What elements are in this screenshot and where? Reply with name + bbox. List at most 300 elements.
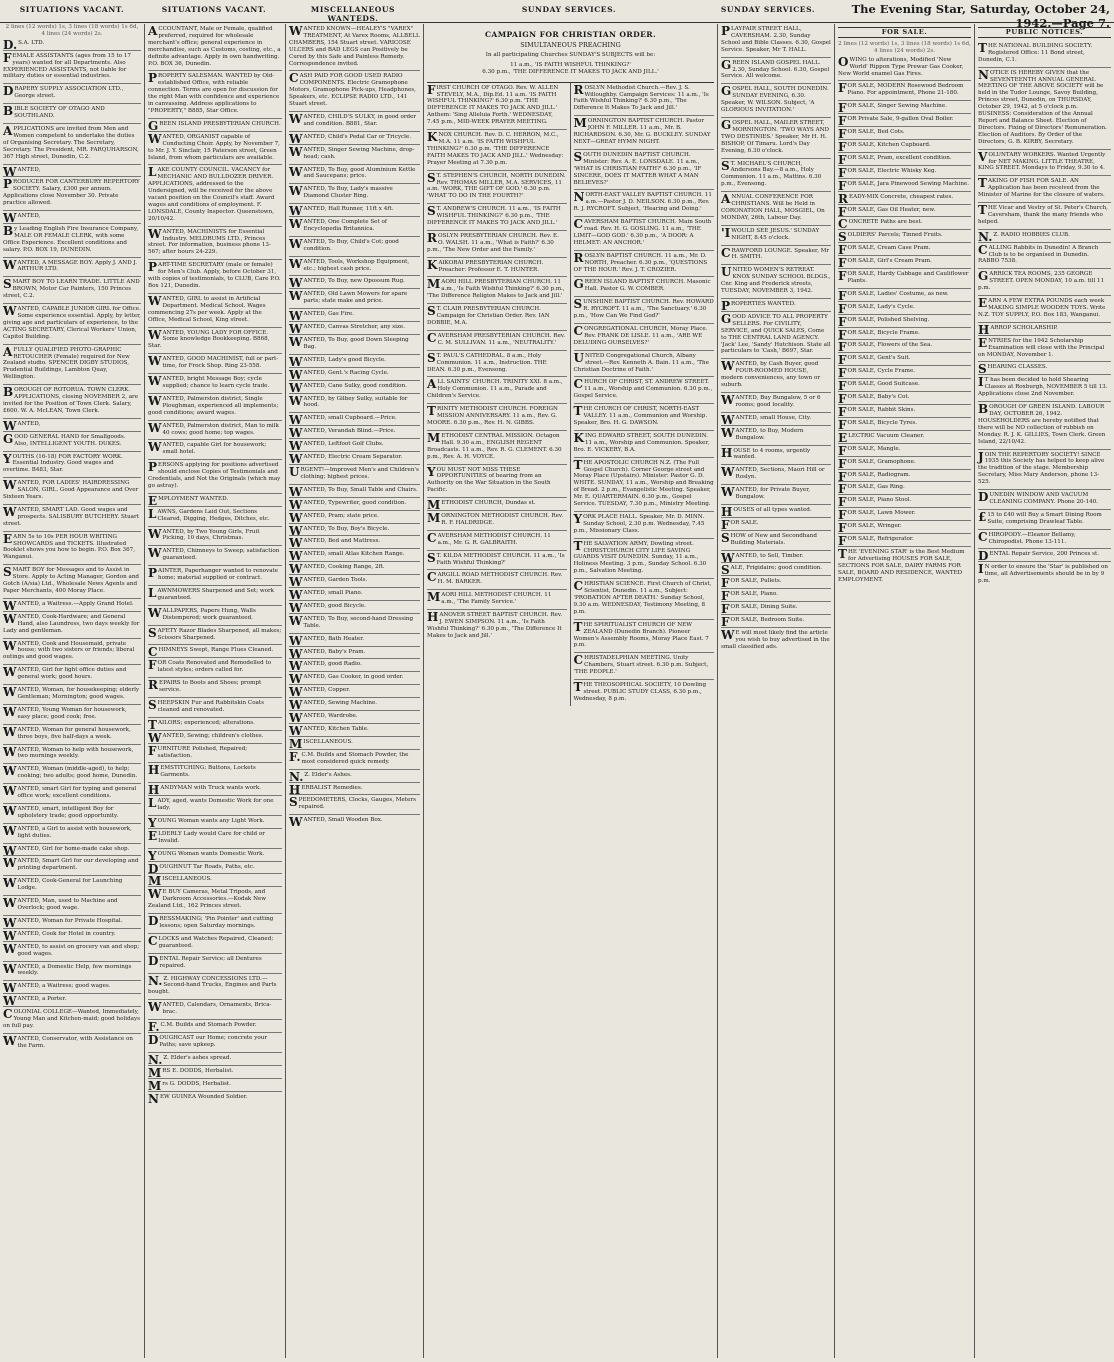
classified-ad: WANTED, ORGANIST capable of Conducting Choir. Apply, by November 7, to Mr. J. Y. Sinclair, 15 Paterson street, Green Island, from whom particulars are available. (148, 132, 282, 166)
classified-ad: FOR SALE, Good Suitcase. (838, 379, 971, 392)
classified-ad: WANTED, small Atlas Kitchen Range. (289, 549, 420, 562)
classified-ad: PAINTER, Paperhanger wanted to renovate home; material supplied or contract. (148, 566, 282, 586)
classified-ad: FEMALE ASSISTANTS (ages from 15 to 17 years) wanted for all Departments. Also EXPERIENCED ASSISTANTS, not liable for military duties or essential industries. (3, 51, 141, 85)
classified-ad: WANTED, smart Girl for typing and general office work; excellent conditions. (3, 784, 141, 804)
classified-ad: WANTED, Chimneys to Sweep; satisfaction guaranteed. (148, 546, 282, 566)
classified-ad: WANTED, To Buy, Lady's massive Diamond Cluster Ring. (289, 184, 420, 204)
classified-ad: WANTED, Verandah Blind.—Price. (289, 426, 420, 439)
classified-ad: THE Vicar and Vestry of St. Peter's Church, Caversham, thank the many friends who helped. (978, 203, 1111, 230)
classified-ad: PERSONS applying for positions advertised should enclose Copies of Testimonials and Credentials, and Not the Originals (which may go astray). (148, 460, 282, 494)
classified-ad: DRESSMAKING; 'Pin Pointer' and cutting lessons; open Saturday mornings. (148, 914, 282, 934)
columns (0, 24, 1114, 1362)
column-situations-vacant-2 (144, 24, 285, 1358)
classified-ad: BIBLE SOCIETY OF OTAGO AND SOUTHLAND. (3, 104, 141, 124)
ad-list (289, 24, 420, 830)
ad-list (721, 24, 831, 654)
classified-ad: ENTRIES for the 1942 Scholarship Examination will close with the Principal on MONDAY, November 1. (978, 336, 1111, 363)
classified-ad: GOSPEL HALL, SOUTH DUNEDIN. SUNDAY EVENING, 6.30. Speaker, W. WILSON. Subject, 'A GLORIOUS INVITATION.' (721, 84, 831, 118)
classified-ad: WANTED, Sewing; children's clothes. (148, 731, 282, 744)
classified-ad: GREEN ISLAND BAPTIST CHURCH. Masonic Hall. Pastor G. W. COMBER. (574, 277, 715, 297)
classified-ad: WANTED, Baby's Pram. (289, 647, 420, 660)
classified-ad: LAWNS, Gardens Laid Out, Sections Cleared, Digging, Hedges, Ditches, etc. (148, 507, 282, 527)
classified-ad: WANTED, CAPABLE JUNIOR GIRL for Office. Some experience essential. Apply, by letter, giving age and particulars of experience, to the ACTING SECRETARY, Clerical Workers' Union, Capitol Building. (3, 304, 141, 345)
classified-ad: CARGILL ROAD METHODIST CHURCH. Rev. H. M. BARKER. (427, 570, 567, 590)
classified-ad: 'IWOULD SEE JESUS.' SUNDAY NIGHT, 8.45 o'clock. (721, 226, 831, 246)
classified-ad: ST. ANDREW'S CHURCH. 11 a.m., 'IS FAITH WISHFUL THINKING?' 6.30 p.m., 'THE DIFFERENCE IT MAKES TO JACK AND JILL.' (427, 204, 567, 231)
classified-ad: HANDYMAN with Truck wants work. (148, 783, 282, 796)
campaign-title: CAMPAIGN FOR CHRISTIAN ORDER. (484, 30, 657, 39)
classified-ad: ELDERLY Lady would Care for child or Invalid. (148, 829, 282, 849)
classified-ad: KNOX CHURCH. Rev. D. C. HERRON, M.C., M.A. 11 a.m. 'IS FAITH WISHFUL THINKING?' 6.30 p.m. 'THE DIFFERENCE FAITH MAKES TO JACK AND JILL.' Wednesday: Prayer Meeting at 7.30 p.m. (427, 130, 567, 171)
classified-ad: WANTED, good Radio. (289, 659, 420, 672)
classified-ad: NEW GUINEA Wounded Soldier. (148, 1091, 248, 1106)
classified-ad: WANTED, Pram; state price. (289, 511, 420, 524)
classified-ad: ST. KILDA METHODIST CHURCH. 11 a.m., 'Is Faith Wishful Thinking?' (427, 551, 567, 571)
classified-ad: WANTED, good Bicycle. (289, 601, 420, 614)
classified-ad: FOR SALE, Singer Sewing Machine. (838, 101, 971, 114)
classified-ad: DOUGHNUT Tar Roads, Paths, etc. (148, 862, 282, 875)
classified-ad: WANTED, Cook for Hotel in country. (3, 929, 141, 942)
classified-ad: FIRST CHURCH OF OTAGO. Rev. W. ALLEN STEVELY, M.A., Dip.Ed. 11 a.m. 'IS FAITH WISHFUL THINKING?' 6.30 p.m. 'THE DIFFERENCE IT MAKES TO JACK AND JILL.' Anthem: 'Sing Alleluia Forth.' WEDNESDAY, 7.45 p.m., MID-WEEK PRAYER MEETING. (427, 83, 567, 130)
classified-ad: LADY, aged, wants Domestic Work for one lady. (148, 796, 282, 816)
classified-ad: DRAPERY SUPPLY ASSOCIATION LTD., George street. (3, 84, 141, 104)
classified-ad: FOR Coats Renovated and Remodelled to latest styles; orders called for. (148, 658, 282, 678)
classified-ad: WANTED KNOWN—HEALEY'S "VAREX" TREATMENT, At Varex Rooms, ALLBELL CHAMBERS, 154 Stuart street. VARICOSE ULCERS and BAD LEGS can Positively be Cured by this Safe and Painless Remedy. Correspondence invited. (289, 24, 420, 71)
classified-ad: WANTED, FOR LADIES' HAIRDRESSING SALON, GIRL. Good Appearance and Over Sixteen Years. (3, 478, 141, 505)
ad-list (838, 55, 971, 587)
classified-ad: WANTED, To Buy, Small Table and Chairs. (289, 485, 420, 498)
classified-ad: WANTED, to Sell, Timber. (721, 551, 831, 564)
services-left (427, 83, 571, 706)
classified-ad: £15 to £40 will Buy a Smart Dining Room Suite, comprising Drawleaf Table. (978, 510, 1111, 530)
classified-ad: F.C.M. Builds and Stomach Powder. (148, 1020, 282, 1033)
classified-ad: FOR SALE, Ladies' Costume, as new. (838, 289, 971, 302)
classified-ad: EARN A FEW EXTRA POUNDS each week MAKING SIMPLE WOODEN TOYS. Write N.Z. TOY SUPPLY, P.O. Box 183, Wanganui. (978, 296, 1111, 323)
classified-ad: WANTED, GIRL to assist in Artificial Department. Medical School. Wages commencing 27s per week. Apply at the Office, Medical School, King street. (148, 294, 282, 328)
classified-ad: MAORI HILL METHODIST CHURCH. 11 a.m., 'The Family Service.' (427, 590, 567, 610)
campaign-pm: 6.30 p.m., 'THE DIFFERENCE IT MAKES TO JACK AND JILL.' (482, 68, 659, 75)
classified-ad: SPEEDOMETERS, Clocks, Gauges, Meters repaired. (289, 795, 420, 815)
classified-ad: FOR SALE, Girl's Cream Pram. (838, 256, 971, 269)
classified-ad: WANTED, Girl for light office duties and general work; good hours. (3, 665, 141, 685)
classified-ad: WANTED, Cane Sulky, good condition. (289, 381, 420, 394)
classified-ad: WANTED, Cook and Housemaid, private house; with two sisters or friends; liberal outings and good wages. (3, 639, 141, 666)
classified-ad: WANTED, small Cupboard.—Price. (289, 413, 420, 426)
classified-ad: WANTED, Woman for Private Hospital. (3, 916, 141, 929)
classified-ad: WE BUY Cameras, Metal Tripods, and Darkroom Accessories.—Kodak New Zealand Ltd., 162 Princes street. (148, 887, 282, 914)
classified-ad: BOROUGH OF GREEN ISLAND. LABOUR DAY, OCTOBER 26, 1942. HOUSEHOLDERS are hereby notified that there will be NO collection of rubbish on Monday. R. J. K. GILLIES, Town Clerk. Green Island, 22/10/42. (978, 402, 1111, 449)
classified-ad: FOR SALE, Gent's Suit. (838, 353, 971, 366)
classified-ad: FOR SALE, Kitchen Cupboard. (838, 140, 971, 153)
classified-ad: WANTED, Gas Cooker, in good order. (289, 672, 420, 685)
classified-ad: WANTED, a Waitress.—Apply Grand Hotel. (3, 599, 141, 612)
ad-list (148, 24, 282, 1106)
classified-ad: CONGREGATIONAL CHURCH, Moray Place. Rev. FRANK DE LISLE. 11 a.m., 'ARE WE DELUDING OURSELVES?' (574, 324, 715, 351)
classified-ad: ST. MICHAEL'S CHURCH, Andersons Bay.—8 a.m., Holy Communion. 11 a.m., Mattins. 6.30 p.m., Evensong. (721, 159, 831, 193)
classified-ad: SAFETY Razor Blades Sharpened, all makes; Scissors Sharpened. (148, 626, 282, 646)
classified-ad: THE NATIONAL BUILDING SOCIETY. Registered Office: 11 Bond street, Dunedin, C.1. (978, 41, 1111, 68)
classified-ad: FOR SALE, Gas Ring. (838, 482, 971, 495)
classified-ad: WANTED, capable Girl for housework; small hotel. (148, 440, 282, 460)
classified-ad: SALE, Frigidaire; good condition. (721, 563, 831, 576)
campaign-am: 11 a.m., 'IS FAITH WISHFUL THINKING?' (510, 61, 631, 68)
classified-ad: CHIROPODY.—Eleanor Bellamy, Chiropodist. Phone 13-111. (978, 530, 1111, 550)
classified-ad: WANTED, Bed and Mattress. (289, 536, 420, 549)
classified-ad: LAKE COUNTY COUNCIL. VACANCY for MECHANIC AND BULLDOZER DRIVER. APPLICATIONS, addressed to the Undersigned, will be received for the above vacant position on the Council's staff. Award wages and conditions of employment. F. LONSDALE, County Inspector. Queenstown, 20/10/42. (148, 165, 282, 226)
classified-ad: FOR SALE, Rabbit Skins. (838, 405, 971, 418)
column-for-sale (834, 24, 974, 1358)
classified-ad: KAIKORAI PRESBYTERIAN CHURCH. Preacher: Professor E. T. HUNTER. (427, 258, 567, 278)
classified-ad: HARROP SCHOLARSHIP. (978, 323, 1111, 336)
classified-ad: FOR SALE, Gramophone. (838, 457, 971, 470)
classified-ad: Mrs G. DODDS, Herbalist. (148, 1079, 282, 1092)
classified-ad: APPLICATIONS are invited from Men and Women competent to undertake the duties of Organising Secretary. The Secretary, Secretary. The President, MR. FARQUHARSON, 367 High street, Dunedin, C.2. (3, 124, 141, 165)
classified-ad: DENTAL Repair Service, 200 Princes st. (978, 549, 1111, 562)
classified-ad: LAWNMOWERS Sharpened and Set; work guaranteed. (148, 586, 282, 606)
classified-ad: SMART BOY TO LEARN TRADE. LITTLE AND BROWN, Motor Car Painters, 150 Princes street, C.2. (3, 277, 141, 304)
classified-ad: WANTED, a Girl to assist with housework, light duties. (3, 824, 141, 844)
classified-ad: WANTED, Woman to help with housework, two mornings weekly. (3, 745, 141, 765)
classified-ad: AFULLY QUALIFIED PHOTO-GRAPHIC RETOUCHER (Female) required for New Zealand studio. SPENCER DIGBY STUDIOS, Prudential Buildings, Lambton Quay, Wellington. (3, 345, 141, 386)
classified-ad: PROPERTIES WANTED. (721, 299, 831, 312)
classified-ad: WANTED, Palmerston district, Man to milk 40 cows; good home; top wages. (148, 421, 282, 441)
masthead: The Evening Star, Saturday, October 24, 1942.—Page 7. (851, 2, 1110, 30)
classified-ad: EMPLOYMENT WANTED. (148, 494, 282, 507)
classified-ad: ELECTRIC Vacuum Cleaner. (838, 431, 971, 444)
classified-ad: KING EDWARD STREET, SOUTH DUNEDIN. 11 a.m., Worship and Communion. Speaker, Bro. E. VICKERY, B.A. (574, 431, 715, 458)
classified-ad: SUNSHINE BAPTIST CHURCH. Rev. HOWARD R. RYCROFT. 11 a.m., 'The Sanctuary.' 6.30 p.m., 'How Can We Find God?' (574, 297, 715, 324)
classified-ad: GREEN ISLAND PRESBYTERIAN CHURCH. (148, 118, 281, 133)
column-public-notices (974, 24, 1114, 1358)
classified-ad: UNITED WOMEN'S RETREAT. KNOX SUNDAY SCHOOL BLDGS., Cnr. King and Frederick streets, TUESDAY, NOVEMBER 3, 1942. (721, 265, 831, 299)
classified-ad: WANTED, Electric Cream Separator. (289, 452, 420, 465)
classified-ad: WANTED, To Buy, Child's Cot; good condition. (289, 237, 420, 257)
classified-ad: IN order to ensure the 'Star' is published on time, all Advertisements should be in by 9 p.m. (978, 562, 1108, 585)
classified-ad: YOUTHS (16-18) FOR FACTORY WORK. Essential Industry. Good wages and overtime. B483, Star. (3, 452, 141, 479)
classified-ad: ROSLYN BAPTIST CHURCH. 11 a.m., Mr. D. NORTH, Preacher. 6.30 p.m., 'QUESTIONS OF THE HOUR.' Rev. J. T. CROZIER. (574, 251, 715, 278)
classified-ad: GREEN ISLAND GOSPEL HALL. 2.30, Sunday School. 6.30, Gospel Service. All welcome. (721, 58, 831, 85)
col4-heading: SUNDAY SERVICES. (521, 5, 617, 14)
rates-note: 2 lines (12 words) 1s, 3 lines (18 words) 1s 6d, 4 lines (24 words) 2s. (838, 40, 971, 54)
public-notices-heading: PUBLIC NOTICES. (978, 27, 1111, 38)
classified-ad: WANTED, small Piano. (289, 588, 420, 601)
classified-ad: SHOW of New and Secondhand Building Materials. (721, 531, 831, 551)
classified-ad: YOU MUST NOT MISS THESE OPPORTUNITIES of hearing from an Authority on the War Situation in the South Pacific. (427, 465, 567, 499)
classified-ad: HERBALIST Remedies. (289, 783, 420, 796)
classified-ad: BOROUGH OF ROTORUA. TOWN CLERK. APPLICATIONS, closing NOVEMBER 2, are invited for the Position of Town Clerk. Salary, £600. W. A. McLEAN, Town Clerk. (3, 385, 141, 419)
column-sunday-services (423, 24, 717, 1358)
classified-ad: N.Z. RADIO HOBBIES CLUB. (978, 230, 1111, 243)
classified-ad: METHODIST CENTRAL MISSION. Octagon Hall. 9.30 a.m., ENGLISH REGENT Broadcasts. 11 a.m., Rev. R. G. CLEMENT. 6.30 p.m., Rev. A. H. VOYCE. (427, 431, 567, 465)
classified-ad: SOLDIERS' Parcels; Tinned Fruits. (838, 230, 971, 243)
classified-ad: WANTED, Cook-Hardware; and General Hand, also Laundress, two days weekly for Lady and gentleman. (3, 612, 141, 639)
column-situations-vacant-1 (0, 24, 144, 1358)
classified-ad: GOOD ADVICE TO ALL PROPERTY SELLERS. For CIVILITY, SERVICE, and QUICK SALES, Come to THE CENTRAL LAND AGENCY. 'Jack' Lee, 'Sandy' Hutchison. State all particulars to 'Cash,' B697, Star. (721, 312, 831, 359)
classified-ad: FOR SALE, Jara Pinewood Sewing Machine. (838, 178, 970, 193)
classified-ad: JOIN THE REPERTORY SOCIETY! SINCE 1935 this Society has helped to keep alive the tradition of the stage. Membership Secretary, Miss Mary Anderson, phone 13-525. (978, 450, 1111, 491)
classified-ad: FOR SALE, Bedroom Suite. (721, 615, 831, 628)
classified-ad: SMART BOY for Messages and to Assist in Store. Apply to Acting Manager, Gordon and Gotch (A/sia) Ltd., Wholesale News Agents and Paper Merchants, 400 Moray Place. (3, 565, 141, 599)
classified-ad: WANTED, small House, City. (721, 413, 831, 426)
classified-ad: WANTED, Conservator, with Assistance on the Farm. (3, 1033, 133, 1049)
classified-ad: THE CHURCH OF CHRIST, NORTH-EAST VALLEY. 11 a.m., Communion and Worship. Speaker, Bro. H. G. DAWSON. (574, 404, 715, 431)
classified-ad: FOR SALE, Gas Oil Heater, new. (838, 205, 971, 218)
classified-ad: WANTED, Woman for general housework, three boys, five half-days a week. (3, 725, 141, 745)
classified-ad: HOUSE to 4 rooms, urgently wanted. (721, 446, 831, 466)
classified-ad: WANTED, Gent.'s Racing Cycle. (289, 368, 420, 381)
classified-ad: FOR SALE, Dining Suite. (721, 602, 831, 615)
classified-ad: FOR SALE, Bicycle Frame. (838, 328, 971, 341)
ad-list (978, 41, 1111, 588)
classified-ad: MORNINGTON BAPTIST CHURCH. Pastor JOHN F. MILLER. 11 a.m., Mr. B. RICHARDSON. 6.30, Mr. G. BUCKLEY. SUNDAY NEXT—GREAT HYMN NIGHT. (574, 116, 715, 150)
classified-ad: HANOVER STREET BAPTIST CHURCH. Rev. J. EWEN SIMPSON. 11 a.m., 'Is Faith Wishful Thinking?' 6.30 p.m., 'The Difference It Makes to Jack and Jill.' (427, 610, 563, 639)
classified-ad: TAKING OF FISH FOR SALE. AN Application has been received from the Minister of Marine for the closure of waters. (978, 176, 1111, 203)
classified-ad: FOR SALE, Pram, excellent condition. (838, 153, 971, 166)
campaign-subtitle: SIMULTANEOUS PREACHING (520, 41, 621, 49)
classified-ad: ST. STEPHEN'S CHURCH, NORTH DUNEDIN. Rev. THOMAS MILLER, M.A. SERVICES, 11 a.m. 'WORK, THE GIFT OF GOD.' 6.30 p.m. 'WHAT TO DO IN THE FOURTH?' (427, 171, 567, 205)
classified-ad: WE will most likely find the article you wish to buy advertised in the small classified ads. (721, 628, 830, 650)
classified-ad: FOR SALE, Lady's Cycle. (838, 302, 971, 315)
classified-ad: TRINITY METHODIST CHURCH. FOREIGN MISSION ANNIVERSARY. 11 a.m., Rev. G. MOORE. 6.30 p.m., Rev. H. N. GIBBS. (427, 404, 567, 431)
classified-ad: WANTED, To Buy, second-hand Dressing Table. (289, 614, 420, 634)
classified-ad: CHURCH OF CHRIST, ST. ANDREW STREET. 11 a.m., Worship and Communion. 6.30 p.m., Gospel Service. (574, 377, 715, 404)
classified-ad: HEMSTITCHING; Buttons, Lockets Garments. (148, 763, 282, 783)
classified-ad: WANTED, Leftfoot Golf Clubs. (289, 439, 420, 452)
classified-ad: TAILORS; experienced; alterations. (148, 718, 282, 731)
classified-ad: CHRISTADELPHIAN MEETING. Unity Chambers, Stuart street. 6.30 p.m. Subject, 'THE PEOPLE.' (574, 653, 715, 680)
classified-ad: WANTED, Child's Pedal Car or Tricycle. (289, 132, 420, 145)
classified-ad: CASH PAID FOR GOOD USED RADIO COMPONENTS. Electric Gramophone Motors, Gramophone Pick-ups, Headphones, Speakers, etc. ECLIPSE RADIO LTD., 141 Stuart street. (289, 71, 420, 112)
classified-ad: D.S.A. LTD. (3, 38, 141, 51)
classified-ad: FOR SALE, Bed Cots. (838, 127, 971, 140)
classified-ad: WANTED, Sections, Maori Hill or Roslyn. (721, 465, 831, 485)
classified-ad: WANTED, a Waitress; good wages. (3, 981, 141, 994)
classified-ad: FOR SALE, Electric Whisky Keg. (838, 166, 971, 179)
classified-ad: MORNINGTON METHODIST CHURCH. Rev. R. F. HALDRIDGE. (427, 511, 567, 531)
classified-ad: THE SPIRITUALIST CHURCH OF NEW ZEALAND (Dunedin Branch). Pioneer Women's Assembly Rooms, Moray Place East. 7 p.m. (574, 620, 715, 654)
classified-ad: ST. PAUL'S CATHEDRAL. 8 a.m., Holy Communion. 11 a.m., Instruction. THE DEAN. 6.30 p.m., Evensong. (427, 351, 567, 378)
classified-ad: WANTED, To Buy, good Down Sleeping Bag. (289, 335, 420, 355)
classified-ad: FOR SALE, MODERN Rosewood Bedroom Piano. For appointment, Phone 21-180. (838, 81, 971, 101)
classified-ad: N.Z. Elder's ashes spread. (148, 1053, 282, 1066)
classified-ad: WANTED, to assist on grocery van and shop; good wages. (3, 942, 141, 962)
classified-ad: CALLING Rabbits in Dunedin! A Branch Club is to be organised in Dunedin. RABBO 7538. (978, 243, 1111, 270)
classified-ad: WANTED, MACHINISTS for Essential Industry. MELDRUMS LTD., Princes street. For information, business phone 13-567; after hours 24-229. (148, 227, 282, 261)
classified-ad: WANTED, Wardrobe. (289, 711, 420, 724)
classified-ad: WANTED, to Buy, Modern Bungalow. (721, 426, 831, 446)
classified-ad: CHRISTIAN SCIENCE. First Church of Christ, Scientist, Dunedin. 11 a.m., Subject: 'PROBATION AFTER DEATH.' Sunday School, 9.30 a.m. WEDNESDAY, Testimony Meeting, 8 p.m. (574, 579, 715, 620)
classified-ad: WANTED, (3, 165, 141, 178)
classified-ad: HOUSES of all types wanted. (721, 505, 831, 518)
classified-ad: NORTH-EAST VALLEY BAPTIST CHURCH. 11 a.m.—Pastor J. D. NEILSON. 6.30 p.m., Rev. R. J. RYCROFT. Subject, 'Hearing and Doing.' (574, 190, 715, 217)
classified-ad: FOR SALE, Radiogram. (838, 470, 971, 483)
classified-ad: WANTED, Garden Tools. (289, 575, 420, 588)
classified-ad: REPAIRS to Boots and Shoes; prompt service. (148, 678, 282, 698)
page-header (0, 0, 1114, 30)
classified-ad: WANTED, Tools, Workshop Equipment, etc.; highest cash price. (289, 257, 420, 277)
classified-ad: CAVERSHAM METHODIST CHURCH. 11 a.m., Mr. G. R. GALBRAITH. (427, 531, 567, 551)
classified-ad: WANTED, by Gilbey Sulky, suitable for hood. (289, 394, 420, 414)
classified-ad: WANTED, Kitchen Table. (289, 724, 420, 737)
classified-ad: FOR SALE, Piano. (721, 589, 831, 602)
classified-ad: FOR Private Sale, 9-gallon Oval Boiler. (838, 114, 971, 127)
classified-ad: ACCOUNTANT, Male or Female, qualified preferred, required for wholesale merchant's office; general experience in merchandise, such as Customs, costing, etc., a definite advantage. Apply in own handwriting. P.O. BOX 36, Dunedin. (148, 24, 282, 71)
classified-ad: MISCELLANEOUS. (148, 874, 282, 887)
classified-ad: WANTED, Woman (middle-aged), to help; cooking; two adults; good home, Dunedin. (3, 764, 141, 784)
classified-ad: WANTED, Calendars, Ornaments, Brica-brac. (148, 1000, 282, 1020)
classified-ad: FOR SALE, Flowers of the Sea. (838, 340, 971, 353)
classified-ad: WANTED, Woman, for housekeeping; elderly Gentleman; Mornington; good wages. (3, 685, 141, 705)
classified-ad: FOR SALE, Polished Shelving. (838, 315, 971, 328)
classified-ad: WANTED, by Two Young Girls, Fruit Picking, 10 days, Christmas. (148, 527, 282, 547)
classified-ad: ROSLYN PRESBYTERIAN CHURCH. Rev. E. O. WALSH. 11 a.m., 'What is Faith?' 6.30 p.m., 'The New Order and the Family.' (427, 231, 567, 258)
classified-ad: EARN 5s to 10s PER HOUR WRITING SHOWCARDS and TICKETS. Illustrated Booklet shows you how to begin. P.O. Box 367, Wanganui. (3, 532, 141, 566)
classified-ad: FOR SALE, Refrigerator. (838, 534, 971, 547)
classified-ad: CAVERSHAM BAPTIST CHURCH. Main South road. Rev. H. G. GOSLING. 11 a.m., 'THE LIMIT—GOD GOD.' 6.30 p.m., 'A DOOR: A HELMET: AN ANCHOR.' (574, 217, 715, 251)
classified-ad: PRODUCER FOR CANTERBURY REPERTORY SOCIETY. Salary, £300 per annum. Applications close November 30. Private practice allowed. (3, 177, 141, 211)
classified-ad: FOR SALE, Wringer. (838, 521, 971, 534)
classified-ad: WANTED, bright Message Boy; cycle supplied; chance to learn cycle trade. (148, 374, 282, 394)
classified-ad: WANTED, a Domestic Help, few mornings weekly. (3, 962, 141, 982)
for-sale-heading: FOR SALE. (838, 27, 971, 38)
classified-ad: WANTED, by Cash Buyer, good FOUR-ROOMED HOUSE, modern conveniences, any town or suburb. (721, 359, 831, 393)
classified-ad: CHIMNEYS Swept, Range Flues Cleaned. (148, 645, 282, 658)
classified-ad: WANTED, One Complete Set of Encyclopedia Britannica. (289, 217, 420, 237)
col3-heading: MISCELLANEOUS WANTEDS. (310, 5, 396, 23)
classified-ad: WANTED, YOUNG LADY FOR OFFICE. Some knowledge Bookkeeping. B868, Star. (148, 328, 282, 355)
classified-ad: YOUNG Woman wants Domestic Work. (148, 849, 282, 862)
classified-ad: DOUGHCAST our Home; concrete your Paths; save upkeep. (148, 1033, 282, 1053)
classified-ad: WANTED, Smart Girl for our developing and printing department. (3, 856, 141, 876)
classified-ad: ALL SAINTS' CHURCH. TRINITY XXI. 8 a.m., Holy Communion. 11 a.m., Parade and Children's Service. (427, 377, 567, 404)
classified-ad: UNITED Congregational Church, Albany street.—Rev. Kenneth A. Bain. 11 a.m., 'The Christian Doctrine of Faith.' (574, 351, 715, 378)
classified-ad: N.Z. Elder's Ashes. (289, 770, 420, 783)
classified-ad: N.Z. HIGHWAY CONCESSIONS LTD.—Second-hand Trucks, Engines and Parts bought. (148, 974, 282, 1001)
classified-ad: WANTED, Old Lawn Mowers for spare parts; state make and price. (289, 289, 420, 309)
classified-ad: FOR SALE, Hardy Cabbage and Cauliflower Plants. (838, 269, 971, 289)
column-sunday-services-2 (717, 24, 834, 1358)
classified-ad: NOTICE IS HEREBY GIVEN that the SEVENTEENTH ANNUAL GENERAL MEETING OF THE ABOVE SOCIETY will be held in the Tudor Lounge, Savoy Building, Princes street, Dunedin, on THURSDAY, October 29, 1942, at 5 o'clock p.m. BUSINESS: Consideration of the Annual Report and Balance Sheet. Election of Directors. Fixing of Directors' Remuneration. Election of Auditors. By Order of the Directors, G. B. KIRBY, Secretary. (978, 68, 1111, 150)
classified-ad: PLAYFAIR STREET HALL, CAVERSHAM. 2.30, Sunday School and Bible Classes. 6.30, Gospel Service. Speaker, Mr T. HALL. (721, 24, 831, 58)
classified-ad: WANTED, Canvas Stretcher, any size. (289, 322, 420, 335)
classified-ad: YOUNG Woman wants any Light Work. (148, 816, 282, 829)
classified-ad: WANTED, Sewing Machine. (289, 698, 420, 711)
classified-ad: CRAWFORD LOUNGE. Speaker, Mr H. SMITH. (721, 246, 831, 266)
classified-ad: WANTED, To Buy, Boy's Bicycle. (289, 524, 420, 537)
classified-ad: VOLUNTARY WORKERS. Wanted Urgently for NET MAKING. LITTLE THEATRE, KING STREET. Mondays to Friday, 9.30 to 4. (978, 150, 1111, 177)
classified-ad: WANTED, (3, 419, 141, 432)
classified-ad: WANTED, CHILD'S SULKY, in good order and condition. B881, Star. (289, 112, 420, 132)
classified-ad: THE THEOSOPHICAL SOCIETY, 10 Dowling street. PUBLIC STUDY CLASS, 6.30 p.m., Wednesday, 8 p.m. (573, 680, 707, 702)
classified-ad: CONCRETE Paths are best. (838, 217, 971, 230)
classified-ad: WANTED, Small Wooden Box. (289, 815, 383, 830)
classified-ad: METHODIST CHURCH, Dundas st. (427, 498, 567, 511)
classified-ad: MAORI HILL PRESBYTERIAN CHURCH. 11 a.m., 'Is Faith Wishful Thinking?' 6.30 p.m., 'The Difference Religion Makes to Jack and Jill.' (427, 277, 567, 304)
classified-ad: ST. CLAIR PRESBYTERIAN CHURCH. Campaign for Christian Order. Rev. IAN DOBBIE, M.A. (427, 304, 567, 331)
classified-ad: WALLPAPERS, Papers Hung, Walls Distempered; work guaranteed. (148, 606, 282, 626)
classified-ad: FOR SALE, Pullets. (721, 576, 831, 589)
classified-ad: WANTED, GOOD MACHINIST, full or part-time, for Frock Shop. Ring 23-558. (148, 354, 282, 374)
classified-ad: WANTED, for Private Buyer, Bungalow. (721, 485, 831, 505)
classified-ad: WANTED, Copper. (289, 685, 420, 698)
classified-ad: SHEARING CLASSES. (978, 362, 1111, 375)
classified-ad: THE 'EVENING STAR' is the Best Medium for Advertising HOUSES FOR SALE, SECTIONS FOR SALE, DAIRY FARMS FOR SALE, BOARD AND RESIDENCE, WANTED EMPLOYMENT. (838, 546, 965, 583)
classified-ad: PROPERTY SALESMAN. WANTED by Old-established Office, with reliable connection. Terms are open for discussion for the right Man with confidence and experience in canvassing. Address applications to "PROPERTY," B885, Star Office. (148, 71, 282, 118)
column-miscellaneous-wanteds (285, 24, 423, 1358)
classified-ad: FOR SALE, Cycle Frame. (838, 366, 971, 379)
classified-ad: WANTED, a Porter. (3, 994, 141, 1007)
classified-ad: By Leading English Fire Insurance Company, MALE OR FEMALE CLERK, with some Office Experience. Excellent conditions and salary. P.O. BOX 19, DUNEDIN. (3, 224, 141, 258)
classified-ad: FOR SALE. (721, 518, 831, 531)
classified-ad: WANTED, Cooking Range, 2ft. (289, 562, 420, 575)
classified-ad: WANTED, smart, intelligent Boy for upholstery trade; good opportunity. (3, 804, 141, 824)
classified-ad: WANTED, To Buy, new Opossum Rug. (289, 276, 420, 289)
classified-ad: CLOCKS and Watches Repaired, Cleaned; guaranteed. (148, 934, 282, 954)
col2-heading: SITUATIONS VACANT. (161, 5, 267, 14)
classified-ad: WANTED, Young Woman for housework, easy place; good cook; free. (3, 705, 141, 725)
rates-note: 2 lines (12 words) 1s, 3 lines (18 words) 1s 6d, 4 lines (24 words) 2s. (5, 24, 139, 37)
classified-ad: PART-TIME SECRETARY (male or female) for Men's Club. Apply, before October 31, with copies of testimonials, to CLUB, Care P.O. Box 121, Dunedin. (148, 260, 282, 294)
classified-ad: WANTED, Lady's good Bicycle. (289, 355, 420, 368)
classified-ad: FOR SALE, Baby's Cot. (838, 392, 971, 405)
classified-ad: MRS E. DODDS, Herbalist. (148, 1066, 282, 1079)
classified-ad: GARRICK TEA ROOMS, 235 GEORGE STREET. OPEN MONDAY, 10 a.m. till 11 p.m. (978, 269, 1111, 296)
classified-ad: WANTED, Bath Heater. (289, 634, 420, 647)
classified-ad: WANTED, (3, 211, 141, 224)
classified-ad: READY-MIX Concrete, cheapest rates. (838, 192, 971, 205)
classified-ad: WANTED, A MESSAGE BOY. Apply J. AND J. ARTHUR LTD. (3, 258, 141, 278)
classified-ad: WANTED, Singer Sewing Machine, drop-head; cash. (289, 145, 420, 165)
classified-ad: DUNEDIN WINDOW AND VACUUM CLEANING COMPANY. Phone 20-140. (978, 490, 1111, 510)
col1-heading: SITUATIONS VACANT. (19, 5, 125, 14)
classified-ad: MISCELLANEOUS. (289, 737, 420, 750)
classified-ad: COLONIAL COLLEGE—Wanted, Immediately, Young Man and Kitchen-maid; good holidays on full pay. (3, 1007, 141, 1034)
campaign-intro: In all participating Churches SUNDAY'S SUBJECTS will be: (485, 51, 656, 58)
campaign-box (427, 24, 714, 83)
services-columns (427, 83, 714, 706)
col5-heading: SUNDAY SERVICES. (720, 5, 816, 14)
classified-ad: WANTED, Gas Fire. (289, 309, 420, 322)
classified-ad: GOSPEL HALL, MAILER STREET, MORNINGTON. 'TWO WAYS AND TWO DESTINIES.' Speaker, Mr H. H. BISHOP, Of Timaru. Lord's Day Evening, 6.30 o'clock. (721, 118, 831, 159)
classified-ad: IT has been decided to hold Shearing Classes at Roxburgh, NOVEMBER 5 till 13. Applications close 2nd November. (978, 375, 1111, 402)
classified-ad: WANTED, SMART LAD. Good wages and prospects. SALISBURY BUTCHERY. Stuart street. (3, 505, 141, 532)
classified-ad: GOOD GENERAL HAND for Smallgoods. Also, INTELLIGENT YOUTH. DUKES. (3, 432, 141, 452)
classified-ad: WANTED, To Buy, good Aluminium Kettle and Saucepans; price. (289, 165, 420, 185)
classified-ad: WANTED, Girl for home-made cake shop. (3, 844, 141, 857)
classified-ad: WANTED, Hall Runner, 11ft x 4ft. (289, 204, 420, 217)
classified-ad: ROSLYN Methodist Church.—Rev. J. S. Willoughby. Campaign Services: 11 a.m., 'Is Faith Wishful Thinking?' 6.30 p.m., 'The Difference It Makes To Jack and Jill.' (574, 83, 715, 117)
classified-ad: YORK PLACE HALL. Speaker, Mr. D. MINN. Sunday School, 2.30 p.m. Wednesday, 7.45 p.m., Missionary Class. (574, 512, 715, 539)
classified-ad: WANTED, Palmerston district, Single Ploughman, experienced all implements; good conditions; award wages. (148, 394, 282, 421)
classified-ad: FURNITURE Polished, Repaired; satisfaction. (148, 744, 282, 764)
classified-ad: FOR SALE, Lawn Mower. (838, 508, 971, 521)
classified-ad: SHEEPSKIN Fur and Rabbitskin Coats cleaned and renovated. (148, 698, 282, 718)
classified-ad: THE APOSTOLIC CHURCH N.Z. (The Full Gospel Church). Corner George street and Moray Place (Upstairs). Minister: Pastor G. D. WHITE. SUNDAY, 11 a.m., Worship and Breaking of Bread. 2 p.m., Evangelistic Meeting. Speaker, Mr. E. QUARTERMAIN. 6.30 p.m., Gospel Service. TUESDAY, 7.30 p.m., Ministry Meeting. (574, 458, 715, 512)
classified-ad: THE SALVATION ARMY, Dowling street. CHRISTCHURCH CITY LIFE SAVING GUARDS VISIT DUNEDIN. Sunday, 11 a.m., Holiness Meeting. 3 p.m., Sunday School. 6.30 p.m., Salvation Meeting. (574, 539, 715, 580)
classified-ad: ANNUAL CONFERENCE FOR CHRISTIANS. Will be Held in CORONATION HALL, MOSGIEL, On MONDAY, 26th, Labour Day. (721, 192, 831, 226)
classified-ad: FOR SALE, Bicycle Tyres. (838, 418, 971, 431)
classified-ad: WANTED, Typewriter, good condition. (289, 498, 420, 511)
classified-ad: WANTED, Cook-General for Launching Lodge. (3, 876, 141, 896)
classified-ad: OWING to alterations, Modified 'New World' Rippon Type Prewar Gas Cooker, New World enamel Gas Fires. (838, 55, 971, 82)
classified-ad: WANTED, Man, used to Machine and Overlock; good wage. (3, 896, 141, 916)
classified-ad: FOR SALE, Piano Stool. (838, 495, 971, 508)
classified-ad: SOUTH DUNEDIN BAPTIST CHURCH. Minister: Rev. A. E. LONSDALE. 11 a.m., 'WHAT IS CHRISTIAN FAITH?' 6.30 p.m., 'IF SINCERE, DOES IT MATTER WHAT A MAN BELIEVES?' (574, 150, 715, 191)
classified-ad: WANTED, Buy Bungalow, 5 or 6 rooms; good locality. (721, 393, 831, 413)
classified-ad: F.C.M. Builds and Stomach Powder, the most considered quick remedy. (289, 750, 420, 770)
classified-ad: URGENT!—Improved Men's and Children's clothing; highest prices. (289, 465, 420, 485)
classified-ad: CAVERSHAM PRESBYTERIAN CHURCH. Rev. C. M. SULLIVAN. 11 a.m., 'NEUTRALITY.' (427, 331, 567, 351)
